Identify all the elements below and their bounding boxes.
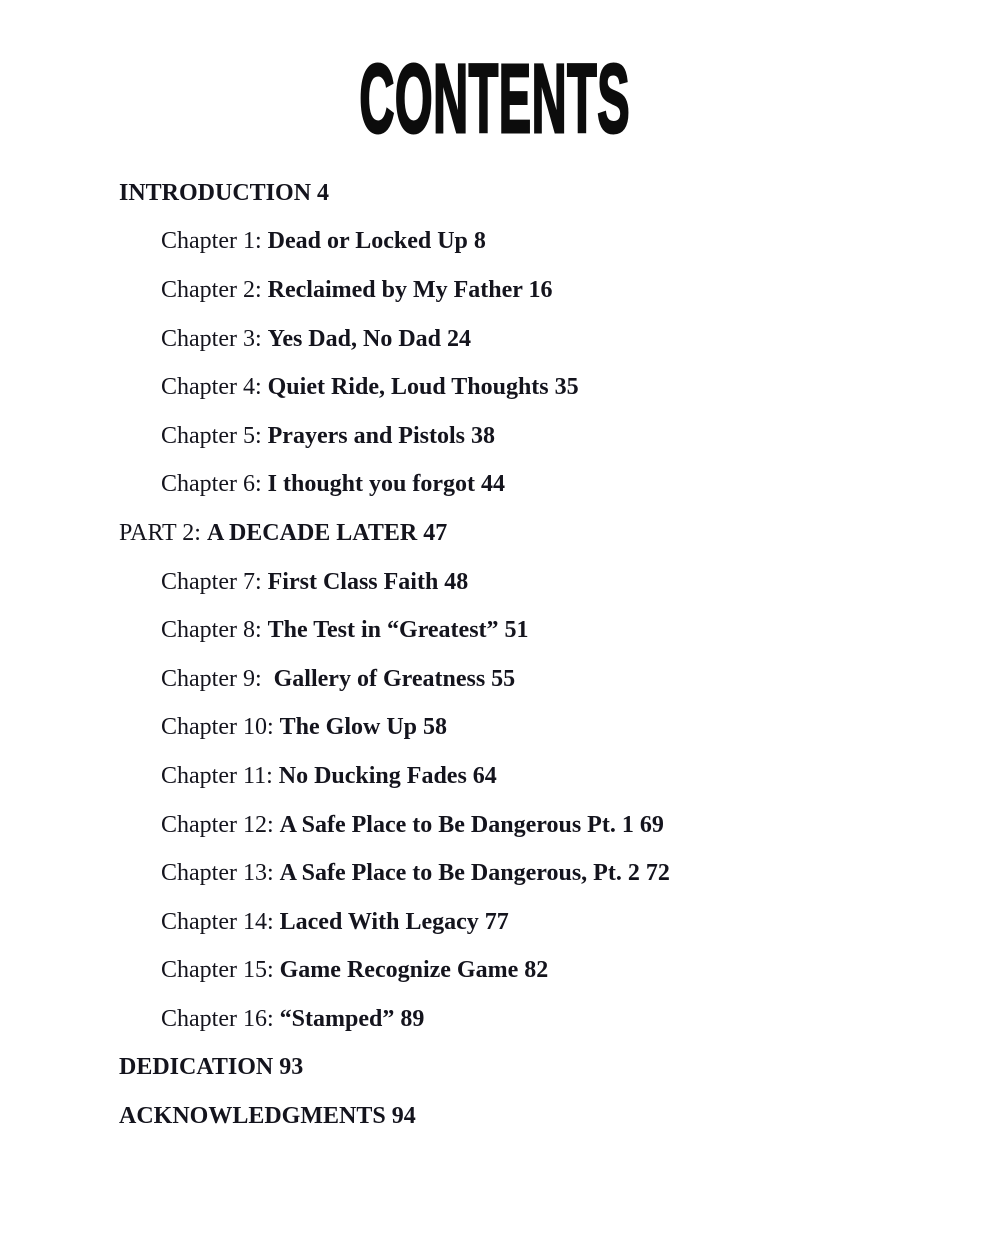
toc-entry-title: Reclaimed by My Father 16	[267, 276, 553, 303]
toc-entry-title: The Glow Up 58	[279, 714, 447, 741]
toc-list	[119, 169, 930, 1141]
toc-entry-prefix: Chapter 7:	[161, 568, 268, 595]
toc-entry-title: INTRODUCTION 4	[119, 179, 330, 206]
toc-entry	[119, 898, 930, 947]
toc-entry-title: Quiet Ride, Loud Thoughts 35	[267, 374, 579, 401]
toc-entry	[119, 655, 930, 704]
toc-entry-prefix: Chapter 11:	[161, 762, 279, 789]
toc-entry-title: The Test in “Greatest” 51	[267, 617, 529, 644]
toc-entry-title: Gallery of Greatness 55	[273, 665, 516, 692]
toc-entry-title: DEDICATION 93	[119, 1054, 304, 1081]
toc-entry	[119, 947, 930, 996]
page-title: CONTENTS	[359, 44, 631, 153]
toc-entry	[119, 558, 930, 607]
toc-entry	[119, 1092, 930, 1141]
toc-entry-prefix: Chapter 8:	[161, 617, 268, 644]
toc-entry-title: ACKNOWLEDGMENTS 94	[119, 1103, 416, 1130]
toc-entry-title: Dead or Locked Up 8	[267, 228, 486, 255]
toc-entry-prefix: Chapter 9:	[161, 665, 274, 692]
toc-entry	[119, 704, 930, 753]
toc-entry	[119, 315, 930, 364]
toc-entry	[119, 1044, 930, 1093]
toc-entry-title: Laced With Legacy 77	[279, 908, 509, 935]
toc-entry-title: Yes Dad, No Dad 24	[267, 325, 471, 352]
toc-entry-title: A Safe Place to Be Dangerous, Pt. 2 72	[279, 860, 670, 887]
toc-entry	[119, 849, 930, 898]
toc-entry	[119, 606, 930, 655]
toc-entry	[119, 169, 930, 218]
toc-entry	[119, 363, 930, 412]
toc-entry-title: A Safe Place to Be Dangerous Pt. 1 69	[279, 811, 664, 838]
title-wrap	[0, 44, 990, 153]
toc-entry-title: Prayers and Pistols 38	[267, 422, 495, 449]
toc-entry-prefix: Chapter 13:	[161, 860, 280, 887]
toc-entry-title: Game Recognize Game 82	[279, 957, 549, 984]
toc-entry-title: A DECADE LATER 47	[206, 519, 448, 546]
toc-entry-prefix: Chapter 16:	[161, 1005, 280, 1032]
toc-entry	[119, 266, 930, 315]
toc-entry	[119, 461, 930, 510]
toc-entry-title: I thought you forgot 44	[267, 471, 505, 498]
toc-entry-prefix: Chapter 14:	[161, 908, 280, 935]
toc-entry	[119, 801, 930, 850]
toc-entry-prefix: Chapter 1:	[161, 228, 268, 255]
toc-entry-prefix: Chapter 12:	[161, 811, 280, 838]
toc-entry-prefix: Chapter 5:	[161, 422, 268, 449]
toc-entry	[119, 509, 930, 558]
toc-entry-title: “Stamped” 89	[279, 1005, 425, 1032]
toc-entry-prefix: Chapter 15:	[161, 957, 280, 984]
toc-entry-prefix: Chapter 2:	[161, 276, 268, 303]
toc-entry-prefix: Chapter 3:	[161, 325, 268, 352]
toc-entry	[119, 412, 930, 461]
toc-entry	[119, 752, 930, 801]
toc-entry	[119, 995, 930, 1044]
toc-entry	[119, 218, 930, 267]
toc-entry-prefix: Chapter 10:	[161, 714, 280, 741]
toc-entry-prefix: Chapter 4:	[161, 374, 268, 401]
toc-entry-prefix: Chapter 6:	[161, 471, 268, 498]
toc-entry-title: No Ducking Fades 64	[278, 762, 497, 789]
toc-entry-title: First Class Faith 48	[267, 568, 469, 595]
toc-entry-prefix: PART 2:	[119, 519, 207, 546]
